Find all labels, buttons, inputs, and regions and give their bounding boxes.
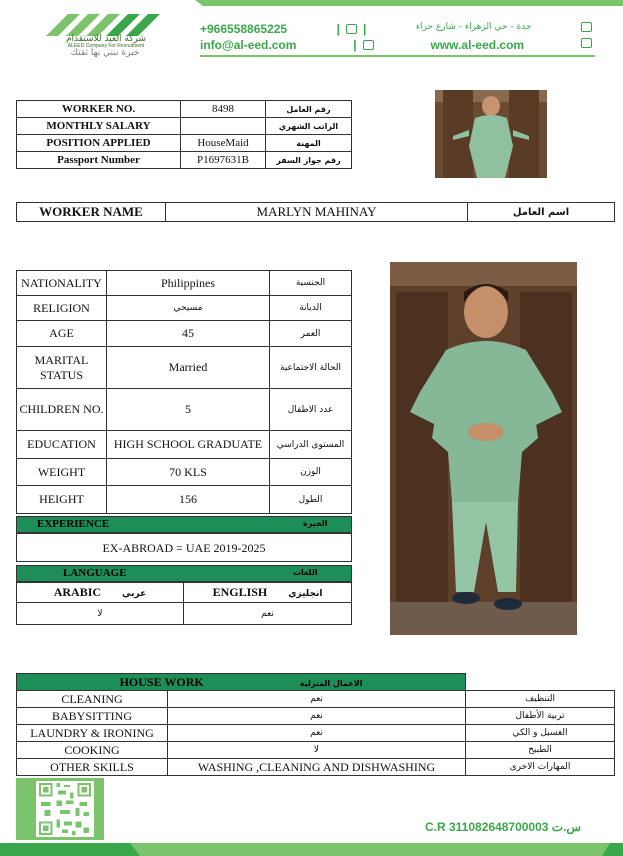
detail-label-ar: الديانة [270, 296, 352, 321]
table-row [17, 152, 352, 169]
table-row [17, 321, 352, 347]
detail-label: NATIONALITY [17, 271, 107, 296]
logo-mark-icon [40, 12, 170, 36]
detail-value: HIGH SCHOOL GRADUATE [107, 431, 270, 459]
row-label-ar: رقم جواز السفر [266, 152, 352, 169]
english-header [184, 583, 352, 603]
house-work-label-ar: الاعمال المنزلية [299, 678, 363, 688]
skill-label-ar: الغسيل و الكي [466, 725, 615, 742]
skill-label: CLEANING [17, 691, 168, 708]
table-row [17, 101, 352, 118]
arabic-label: ARABIC [53, 585, 102, 599]
house-work-header-blank [466, 674, 615, 691]
row-label: Passport Number [17, 152, 181, 169]
detail-label: EDUCATION [17, 431, 107, 459]
detail-value: Married [107, 347, 270, 389]
arabic-value: لا [17, 603, 184, 625]
table-row [17, 691, 615, 708]
experience-value: EX-ABROAD = UAE 2019-2025 [16, 533, 352, 562]
row-label: WORKER NO. [17, 101, 181, 118]
header-contact-row: +966558865225 | | جدة - حي الزهراء - شارع حراء [200, 22, 595, 36]
table-row [17, 347, 352, 389]
arabic-label-ar: عربي [122, 589, 147, 599]
header-web-row: info@al-eed.com | www.al-eed.com [200, 38, 595, 52]
table-row [17, 708, 615, 725]
detail-value: 5 [107, 389, 270, 431]
worker-full-photo [390, 262, 577, 635]
skill-value: نعم [168, 708, 466, 725]
table-row [17, 389, 352, 431]
language-label-ar: اللغات [293, 568, 318, 577]
skill-value: نعم [168, 725, 466, 742]
detail-value: 70 KLS [107, 459, 270, 486]
worker-info-table [16, 100, 352, 169]
experience-label-ar: الخبرة [303, 519, 328, 528]
address-text: جدة - حي الزهراء - شارع حراء [415, 22, 532, 32]
detail-label: AGE [17, 321, 107, 347]
detail-value: Philippines [107, 271, 270, 296]
passport-value: P1697631B [181, 152, 266, 169]
detail-value: 156 [107, 486, 270, 514]
skill-label: LAUNDRY & IRONING [17, 725, 168, 742]
detail-label-ar: المستوى الدراسي [270, 431, 352, 459]
language-label: LANGUAGE [63, 567, 127, 579]
detail-label-ar: الحالة الاجتماعية [270, 347, 352, 389]
house-work-label: HOUSE WORK [119, 674, 204, 689]
english-label: ENGLISH [212, 585, 268, 599]
whatsapp-icon [346, 24, 357, 34]
position-value: HouseMaid [181, 135, 266, 152]
salary-value [181, 118, 266, 135]
detail-label: RELIGION [17, 296, 107, 321]
table-row [17, 271, 352, 296]
qr-code-icon [36, 781, 94, 837]
worker-no-value: 8498 [181, 101, 266, 118]
table-row [17, 203, 615, 222]
worker-name-value: MARLYN MAHINAY [166, 203, 468, 222]
table-row [17, 486, 352, 514]
skill-label: COOKING [17, 742, 168, 759]
language-header [16, 565, 352, 582]
worker-name-label: WORKER NAME [17, 203, 166, 222]
table-row [17, 296, 352, 321]
skill-value: WASHING ,CLEANING AND DISHWASHING [168, 759, 466, 776]
detail-value: مسيحي [107, 296, 270, 321]
row-label: MONTHLY SALARY [17, 118, 181, 135]
header-divider [200, 55, 595, 57]
detail-label-ar: الجنسية [270, 271, 352, 296]
header-green-band [195, 0, 623, 6]
table-row [17, 674, 615, 691]
table-row [17, 603, 352, 625]
logo-arabic-name: شركة العيد للاستقدام [65, 34, 147, 44]
row-label-ar: المهنة [266, 135, 352, 152]
table-row [17, 759, 615, 776]
mail-icon [363, 40, 374, 50]
worker-name-label-ar: اسم العامل [468, 203, 615, 222]
logo-english-name: ALEED Company For Recruitment [67, 43, 145, 49]
row-label-ar: رقم العامل [266, 101, 352, 118]
row-label-ar: الراتب الشهري [266, 118, 352, 135]
skill-label-ar: تربية الأطفال [466, 708, 615, 725]
worker-name-table [16, 202, 615, 222]
detail-label-ar: عدد الاطفال [270, 389, 352, 431]
phone-number: +966558865225 [200, 22, 288, 36]
detail-label: CHILDREN NO. [17, 389, 107, 431]
skill-label-ar: المهارات الاخرى [466, 759, 615, 776]
table-row [17, 459, 352, 486]
detail-label: HEIGHT [17, 486, 107, 514]
website-link[interactable]: www.al-eed.com [430, 38, 525, 52]
table-row [17, 725, 615, 742]
experience-label: EXPERIENCE [37, 518, 110, 530]
row-label: POSITION APPLIED [17, 135, 181, 152]
skill-label: BABYSITTING [17, 708, 168, 725]
email-link[interactable]: info@al-eed.com [200, 38, 297, 52]
table-row [17, 118, 352, 135]
location-pin-icon [581, 22, 592, 32]
commercial-register: C.R 311082648700003 س.ت [425, 820, 582, 834]
globe-icon [581, 38, 592, 48]
skill-value: لا [168, 742, 466, 759]
skill-label-ar: الطبيخ [466, 742, 615, 759]
table-row [17, 135, 352, 152]
table-row [17, 742, 615, 759]
detail-label: WEIGHT [17, 459, 107, 486]
skill-value: نعم [168, 691, 466, 708]
detail-label: MARITAL STATUS [17, 347, 107, 389]
table-row [17, 583, 352, 603]
skill-label-ar: التنظيف [466, 691, 615, 708]
worker-details-table [16, 270, 352, 514]
footer-green-band [0, 843, 623, 856]
table-row [17, 431, 352, 459]
detail-label-ar: الطول [270, 486, 352, 514]
house-work-header [17, 674, 466, 691]
detail-label-ar: العمر [270, 321, 352, 347]
experience-header [16, 516, 352, 533]
english-label-ar: انجليزي [288, 589, 323, 599]
skill-label: OTHER SKILLS [17, 759, 168, 776]
arabic-header [17, 583, 184, 603]
worker-thumbnail-photo [435, 90, 547, 178]
house-work-table [16, 673, 615, 776]
logo-slogan: خبرة نبني بها ثقتك [70, 48, 140, 58]
detail-label-ar: الوزن [270, 459, 352, 486]
english-value: نعم [184, 603, 352, 625]
language-table [16, 582, 352, 625]
detail-value: 45 [107, 321, 270, 347]
